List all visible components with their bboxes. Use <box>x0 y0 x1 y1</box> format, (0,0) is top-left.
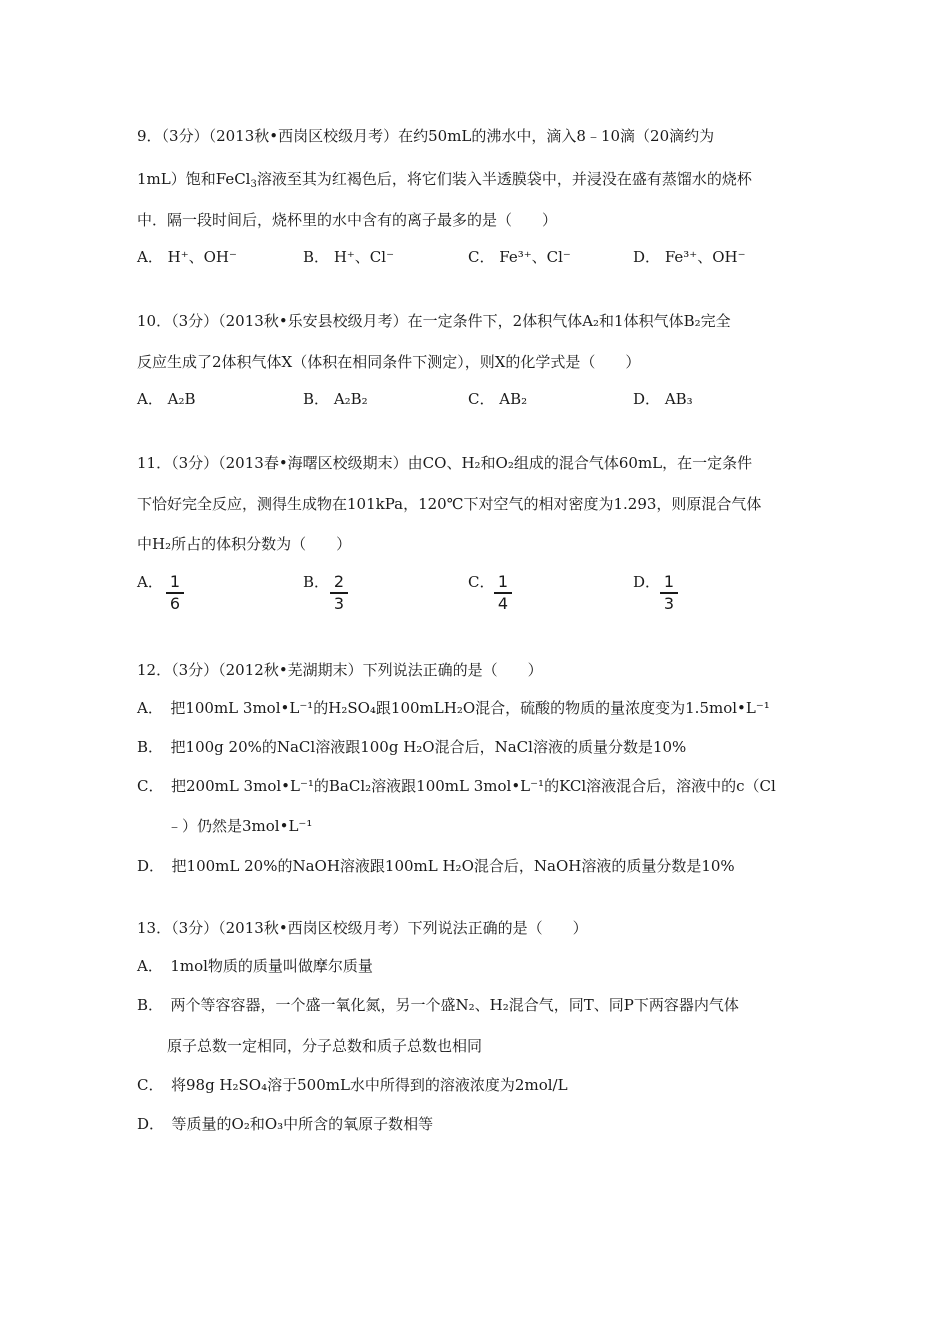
q11-option-d-fraction[interactable] <box>659 573 679 613</box>
q10-source: （2013秋•乐安县校级月考） <box>218 312 408 330</box>
q11-option-b-fraction[interactable] <box>329 573 349 613</box>
fraction-denominator: 6 <box>169 593 181 613</box>
q9-source: （2013秋•西岗区校级月考） <box>208 127 399 145</box>
q13-option-c[interactable]: C． 将98g H₂SO₄溶于500mL水中所得到的溶液浓度为2mol/L <box>137 1076 568 1094</box>
q9-line-1 <box>137 126 714 146</box>
q10-text-1: 在一定条件下，2体积气体A₂和1体积气体B₂完全 <box>407 312 731 330</box>
q9-score: （3分） <box>161 127 209 145</box>
q11-option-c-fraction[interactable] <box>493 573 513 613</box>
q12-score: （3分） <box>171 661 219 679</box>
q9-text-1: 在约50mL的沸水中，滴入8﹣10滴（20滴约为 <box>398 127 715 145</box>
q13-source: （2013秋•西岗区校级月考） <box>218 919 408 937</box>
q10-score: （3分） <box>171 312 219 330</box>
q10-line-2 <box>137 352 640 372</box>
q9-number: 9． <box>137 127 162 145</box>
q11-text-1: 由CO、H₂和O₂组成的混合气体60mL，在一定条件 <box>407 454 753 472</box>
q11-option-b-label[interactable]: B． <box>303 573 330 591</box>
q9-option-a[interactable]: A． H⁺、OH⁻ <box>137 248 237 266</box>
fraction-numerator: 1 <box>663 572 675 591</box>
q11-score: （3分） <box>171 454 219 472</box>
q12-option-a[interactable]: A． 把100mL 3mol•L⁻¹的H₂SO₄跟100mLH₂O混合，硫酸的物质的量浓度变为1.5mol•L⁻¹ <box>137 699 770 717</box>
q9-line-2: 1mL）饱和FeCl$_3$溶液至其为红褐色后，将它们装入半透膜袋中，并浸没在盛有蒸馏水的烧杯 <box>137 170 752 190</box>
q13-text-1: 下列说法正确的是（ ） <box>407 919 588 937</box>
q12-option-b[interactable]: B． 把100g 20%的NaCl溶液跟100g H₂O混合后，NaCl溶液的质量分数是10% <box>137 738 687 756</box>
q9-text-3: 中．隔一段时间后，烧杯里的水中含有的离子最多的是（ ） <box>137 211 558 229</box>
fraction-denominator: 3 <box>333 593 345 613</box>
q10-option-b[interactable]: B． A₂B₂ <box>303 390 368 408</box>
q13-option-b-continued: 原子总数一定相同，分子总数和质子总数也相同 <box>167 1037 483 1055</box>
q11-option-c-label[interactable]: C． <box>468 573 495 591</box>
q9-text-2a: 1mL）饱和FeCl <box>137 170 251 188</box>
q13-line-1 <box>137 918 588 938</box>
fraction-numerator: 1 <box>169 572 181 591</box>
fraction-numerator: 1 <box>497 572 509 591</box>
q10-line-1 <box>137 311 731 331</box>
q12-number: 12． <box>137 661 172 679</box>
q11-option-d-label[interactable]: D． <box>633 573 661 591</box>
fraction-numerator: 2 <box>333 572 345 591</box>
q11-number: 11． <box>137 454 172 472</box>
q12-line-1 <box>137 660 543 680</box>
q12-option-c-continued: ﹣）仍然是3mol•L⁻¹ <box>167 817 313 835</box>
q11-source: （2013春•海曙区校级期末） <box>218 454 408 472</box>
q9-text-2b: 溶液至其为红褐色后，将它们装入半透膜袋中，并浸没在盛有蒸馏水的烧杯 <box>256 170 752 188</box>
q13-option-a[interactable]: A． 1mol物质的质量叫做摩尔质量 <box>137 957 373 975</box>
q9-line-3 <box>137 210 557 230</box>
q11-text-2: 下恰好完全反应，测得生成物在101kPa，120℃下对空气的相对密度为1.293，则原混合气体 <box>137 495 762 513</box>
q12-option-c[interactable]: C． 把200mL 3mol•L⁻¹的BaCl₂溶液跟100mL 3mol•L⁻¹的KCl溶液混合后，溶液中的c（Cl <box>137 777 776 795</box>
fraction-denominator: 4 <box>497 593 509 613</box>
q13-score: （3分） <box>171 919 219 937</box>
q13-option-b[interactable]: B． 两个等容容器，一个盛一氧化氮，另一个盛N₂、H₂混合气，同T、同P下两容器内气体 <box>137 996 739 1014</box>
q10-text-2: 反应生成了2体积气体X（体积在相同条件下测定），则X的化学式是（ ） <box>137 353 641 371</box>
q12-source: （2012秋•芜湖期末） <box>218 661 363 679</box>
q11-text-3: 中H₂所占的体积分数为（ ） <box>137 535 352 553</box>
q9-option-d[interactable]: D． Fe³⁺、OH⁻ <box>633 248 746 266</box>
q11-line-1 <box>137 453 752 473</box>
q11-line-3 <box>137 534 351 554</box>
q9-option-c[interactable]: C． Fe³⁺、Cl⁻ <box>468 248 571 266</box>
q11-option-a-fraction[interactable] <box>165 573 185 613</box>
q11-option-a-label[interactable]: A． <box>137 573 163 591</box>
q12-text-1: 下列说法正确的是（ ） <box>362 661 543 679</box>
q13-option-d[interactable]: D． 等质量的O₂和O₃中所含的氧原子数相等 <box>137 1115 434 1133</box>
q10-option-a[interactable]: A． A₂B <box>137 390 196 408</box>
q12-option-d[interactable]: D． 把100mL 20%的NaOH溶液跟100mL H₂O混合后，NaOH溶液的质量分数是10% <box>137 857 735 875</box>
q10-option-d[interactable]: D． AB₃ <box>633 390 693 408</box>
q10-option-c[interactable]: C． AB₂ <box>468 390 528 408</box>
q11-line-2 <box>137 494 761 514</box>
q13-number: 13． <box>137 919 172 937</box>
fraction-denominator: 3 <box>663 593 675 613</box>
q9-option-b[interactable]: B． H⁺、Cl⁻ <box>303 248 395 266</box>
q10-number: 10． <box>137 312 172 330</box>
